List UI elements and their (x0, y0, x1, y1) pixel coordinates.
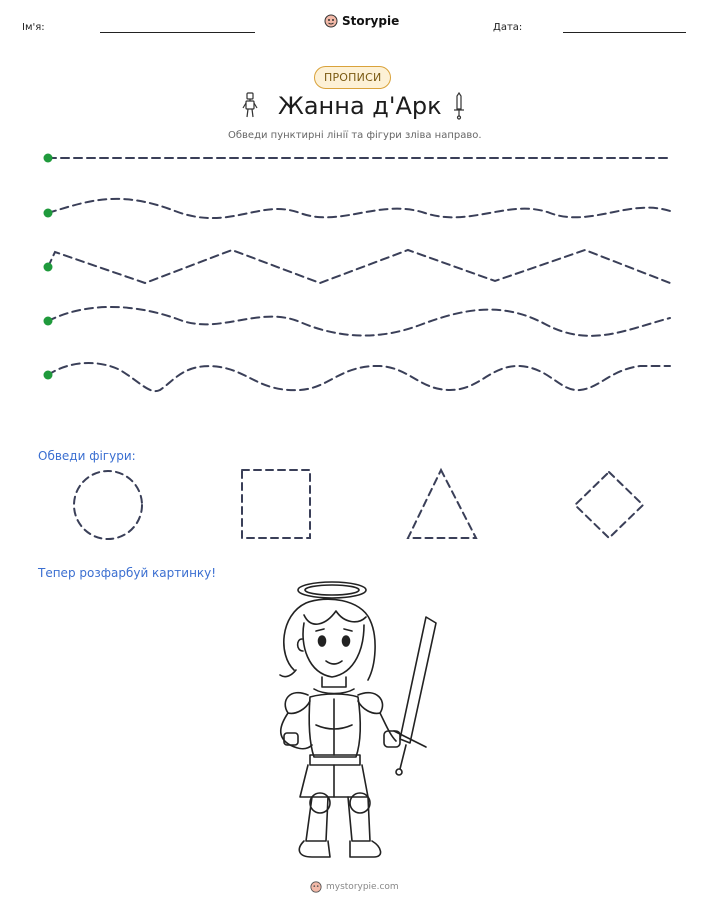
brand-name: Storypie (342, 14, 400, 28)
tracing-lines[interactable] (0, 0, 709, 420)
joan-of-arc-coloring-illustration (266, 575, 446, 865)
trace-line-bumps (48, 363, 670, 391)
start-dot-1 (44, 154, 53, 163)
coloring-heading: Тепер розфарбуй картинку! (38, 566, 217, 580)
start-dot-4 (44, 317, 53, 326)
trace-triangle (408, 470, 476, 538)
shapes-heading: Обведи фігури: (38, 449, 136, 463)
category-badge: ПРОПИСИ (314, 66, 391, 89)
start-dot-3 (44, 263, 53, 272)
start-dot-5 (44, 371, 53, 380)
trace-circle (74, 471, 142, 539)
storypie-logo-icon (310, 881, 322, 893)
trace-line-zigzag (48, 250, 670, 283)
trace-square (242, 470, 310, 538)
name-label: Ім'я: (22, 22, 45, 33)
date-label: Дата: (493, 22, 523, 33)
trace-line-wave (48, 199, 670, 218)
footer (310, 881, 399, 893)
start-dot-2 (44, 209, 53, 218)
trace-diamond (575, 472, 643, 538)
trace-line-curve (48, 307, 670, 336)
page-title: Жанна д'Арк (278, 92, 442, 120)
instructions-text: Обведи пунктирні лінії та фігури зліва направо. (228, 130, 482, 141)
tracing-shapes[interactable] (0, 460, 709, 550)
footer-url[interactable]: mystorypie.com (326, 882, 399, 892)
